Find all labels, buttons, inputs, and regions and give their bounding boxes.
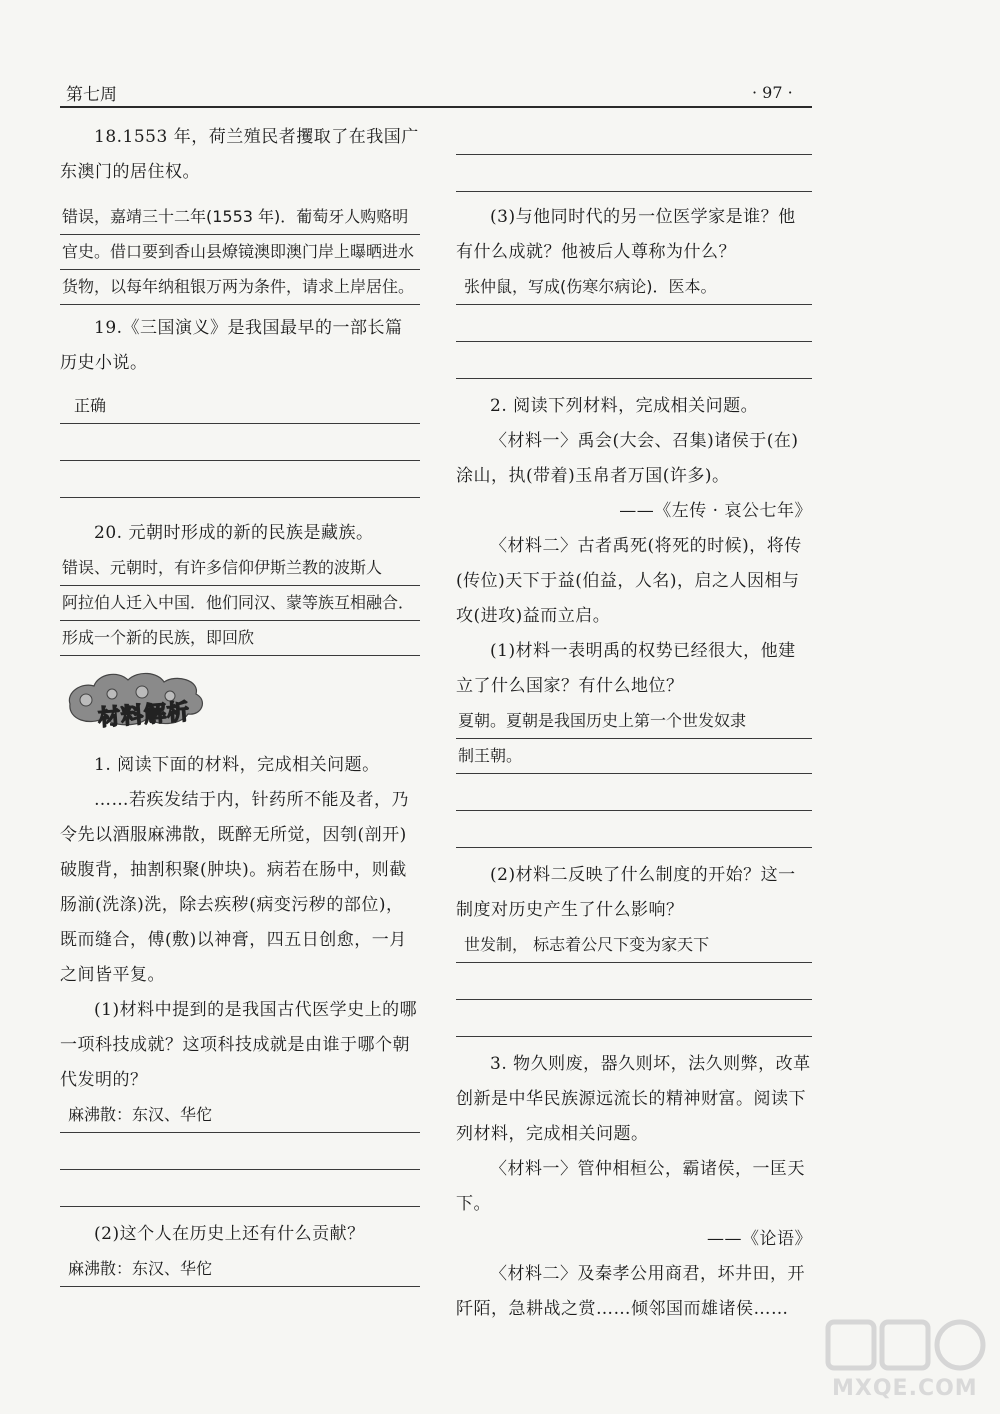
right-column	[456, 120, 812, 1327]
material-1-question-3: (3)与他同时代的另一位医学家是谁？他有什么成就？他被后人尊称为什么？	[456, 207, 796, 262]
material-2-answer-1-line-2: 制王朝。	[456, 739, 812, 774]
answer-blank-line	[456, 305, 812, 342]
answer-blank-line	[60, 1133, 420, 1170]
answer-blank-line	[456, 155, 812, 192]
answer-blank-line	[60, 461, 420, 498]
question-19: 19.《三国演义》是我国最早的一部长篇历史小说。	[60, 318, 403, 373]
question-20: 20. 元朝时形成的新的民族是藏族。	[94, 523, 374, 543]
header-rule	[60, 106, 812, 108]
section-banner	[60, 664, 210, 734]
material-2-source-1: ——《左传 · 哀公七年》	[619, 501, 812, 521]
section-title: 材料解析	[97, 699, 191, 732]
material-2-text-2: 〈材料二〉古者禹死(将死的时候)，将传(传位)天下于益(伯益，人名)，启之人因相与攻(进攻)益而立启。	[456, 536, 802, 626]
material-3-source-1: ——《论语》	[707, 1229, 812, 1249]
material-1-answer-2: 麻沸散：东汉、华佗	[60, 1252, 420, 1287]
page-number: · 97 ·	[752, 83, 793, 102]
material-2-answer-2: 世发制， 标志着公尺下变为家天下	[456, 928, 812, 963]
material-2-answer-1-line-1: 夏朝。夏朝是我国历史上第一个世发奴隶	[456, 704, 812, 739]
material-3-text-1: 〈材料一〉管仲相桓公，霸诸侯，一匡天下。	[456, 1159, 805, 1214]
answer-blank-line	[456, 811, 812, 848]
answer-20-line-2: 阿拉伯人迁入中国．他们同汉、蒙等族互相融合．	[60, 586, 420, 621]
material-1-text: ……若疾发结于内，针药所不能及者，乃令先以酒服麻沸散，既醉无所觉，因刳(剖开)破腹背，抽割积聚(肿块)。病若在肠中，则截肠湔(洗涤)洗，除去疾秽(病变污秽的部位)，既而缝合，傅(敷)以神膏，四五日创愈，一月之间皆平复。	[60, 790, 409, 985]
answer-blank-line	[456, 963, 812, 1000]
answer-blank-line	[456, 120, 812, 155]
material-1-question-1: (1)材料中提到的是我国古代医学史上的哪一项科技成就？这项科技成就是由谁于哪个朝代发明的？	[60, 1000, 418, 1090]
answer-20-line-3: 形成一个新的民族，即回欣	[60, 621, 420, 656]
answer-19: 正确	[60, 389, 420, 424]
material-2-question-1: (1)材料一表明禹的权势已经很大，他建立了什么国家？有什么地位？	[456, 641, 796, 696]
answer-18-line-3: 货物，以每年纳租银万两为条件，请求上岸居住。	[60, 270, 420, 305]
material-2-intro: 2. 阅读下列材料，完成相关问题。	[490, 396, 759, 416]
material-1-answer-1: 麻沸散：东汉、华佗	[60, 1098, 420, 1133]
material-3-text-2: 〈材料二〉及秦孝公用商君，坏井田，开阡陌，急耕战之赏……倾邻国而雄诸侯……	[456, 1264, 805, 1319]
week-label: 第七周	[66, 85, 117, 105]
answer-blank-line	[456, 342, 812, 379]
watermark-text: MXQE.COM	[832, 1376, 978, 1401]
material-3-intro: 3. 物久则废，器久则坏，法久则弊，改革创新是中华民族源远流长的精神财富。阅读下列材料，完成相关问题。	[456, 1054, 811, 1144]
answer-blank-line	[60, 424, 420, 461]
question-18: 18.1553 年，荷兰殖民者攫取了在我国广东澳门的居住权。	[60, 127, 419, 182]
answer-18-line-1: 错误，嘉靖三十二年(1553 年)．葡萄牙人购赂明	[60, 200, 420, 235]
answer-blank-line	[60, 1170, 420, 1207]
material-1-intro: 1. 阅读下面的材料，完成相关问题。	[94, 755, 380, 775]
left-column	[60, 120, 420, 1287]
answer-18-line-2: 官史。借口要到香山县燎镜澳即澳门岸上曝晒进水	[60, 235, 420, 270]
material-1-answer-3: 张仲鼠，写成(伤寒尔病论)．医本。	[456, 270, 812, 305]
answer-blank-line	[456, 774, 812, 811]
material-2-question-2: (2)材料二反映了什么制度的开始？这一制度对历史产生了什么影响？	[456, 865, 796, 920]
answer-20-line-1: 错误、元朝时，有许多信仰伊斯兰教的波斯人	[60, 551, 420, 586]
material-1-question-2: (2)这个人在历史上还有什么贡献？	[94, 1224, 365, 1244]
answer-blank-line	[456, 1000, 812, 1037]
material-2-text-1: 〈材料一〉禹会(大会、召集)诸侯于(在)涂山，执(带着)玉帛者万国(许多)。	[456, 431, 799, 486]
